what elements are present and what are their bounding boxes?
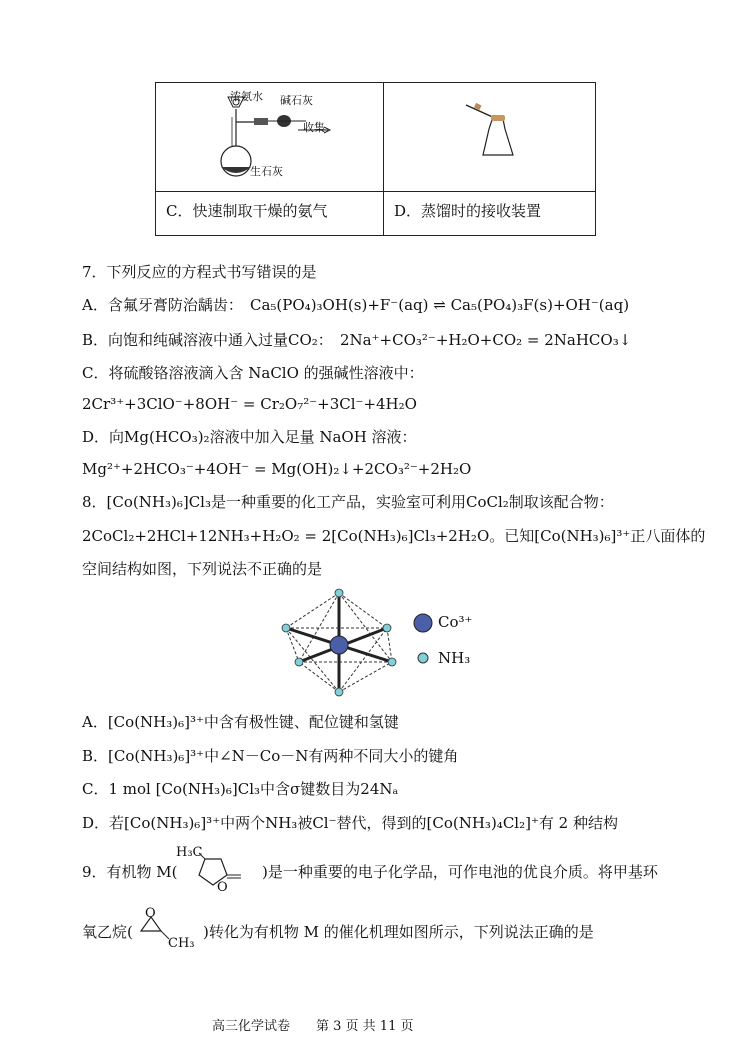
apparatus-table xyxy=(155,82,596,236)
q7-option-d-prefix: D．向Mg(HCO₃)₂溶液中加入足量 NaOH 溶液： xyxy=(82,428,417,446)
collect-label: 收集 xyxy=(303,121,325,134)
q8-option-d: D．若[Co(NH₃)₆]³⁺中两个NH₃被Cl⁻替代，得到的[Co(NH₃)₄Cl₂]⁺有 2 种结构 xyxy=(82,814,618,832)
q9-line2-suffix: )转化为有机物 M 的催化机理如图所示，下列说法正确的是 xyxy=(203,923,594,941)
soda-lime-label: 碱石灰 xyxy=(280,94,313,107)
q7-option-c-equation: 2Cr³⁺+3ClO⁻+8OH⁻ = Cr₂O₇²⁻+3Cl⁻+4H₂O xyxy=(82,395,417,413)
cell-d-label: D．蒸馏时的接收装置 xyxy=(394,202,542,220)
q8-stem-line3: 空间结构如图，下列说法不正确的是 xyxy=(82,560,323,578)
epoxide-methyl-label: CH₃ xyxy=(168,936,195,951)
q7-option-c-prefix: C．将硫酸铬溶液滴入含 NaClO 的强碱性溶液中： xyxy=(82,364,424,382)
ammonia-water-label: 浓氨水 xyxy=(230,90,263,103)
table-divider-vertical xyxy=(383,83,384,235)
molecule-m-oxygen-label: O xyxy=(217,880,228,895)
q8-stem-line2: 2CoCl₂+2HCl+12NH₃+H₂O₂ = 2[Co(NH₃)₆]Cl₃+2H₂O。已知[Co(NH₃)₆]³⁺正八面体的 xyxy=(82,527,706,545)
legend-co-icon xyxy=(412,612,434,634)
q7-stem: 7．下列反应的方程式书写错误的是 xyxy=(82,263,317,281)
q7-option-a-equation: Ca₅(PO₄)₃OH(s)+F⁻(aq) ⇌ Ca₅(PO₄)₃F(s)+OH⁻(aq) xyxy=(250,296,630,314)
q9-line1-prefix: 9．有机物 M( xyxy=(82,863,178,881)
epoxide-oxygen-label: O xyxy=(145,906,156,921)
q8-option-a: A．[Co(NH₃)₆]³⁺中含有极性键、配位键和氢键 xyxy=(82,713,399,731)
legend-co-label: Co³⁺ xyxy=(438,613,473,631)
receiving-flask-diagram xyxy=(461,97,531,167)
molecule-m-methyl-label: H₃C xyxy=(176,845,203,860)
q7-option-b-equation: 2Na⁺+CO₃²⁻+H₂O+CO₂ = 2NaHCO₃↓ xyxy=(340,331,632,349)
quicklime-label: 生石灰 xyxy=(250,165,283,178)
q9-line1-suffix: )是一种重要的电子化学品，可作电池的优良介质。将甲基环 xyxy=(262,863,658,881)
q7-option-b-prefix: B．向饱和纯碱溶液中通入过量CO₂： xyxy=(82,331,333,349)
q9-line2-prefix: 氧乙烷( xyxy=(82,923,133,941)
table-divider-horizontal xyxy=(156,191,595,192)
q8-stem-line1: 8．[Co(NH₃)₆]Cl₃是一种重要的化工产品，实验室可利用CoCl₂制取该配合物： xyxy=(82,493,614,511)
octahedron-structure-diagram xyxy=(272,585,412,700)
q7-option-a-prefix: A．含氟牙膏防治龋齿： xyxy=(82,296,243,314)
page-footer: 高三化学试卷 第 3 页 共 11 页 xyxy=(212,1019,414,1034)
legend-nh3-icon xyxy=(416,651,430,665)
legend-nh3-label: NH₃ xyxy=(438,649,471,667)
q8-option-c: C．1 mol [Co(NH₃)₆]Cl₃中含σ键数目为24Nₐ xyxy=(82,780,399,798)
q8-option-b: B．[Co(NH₃)₆]³⁺中∠N－Co－N有两种不同大小的键角 xyxy=(82,747,459,765)
q7-option-d-equation: Mg²⁺+2HCO₃⁻+4OH⁻ = Mg(OH)₂↓+2CO₃²⁻+2H₂O xyxy=(82,460,472,478)
cell-c-label: C．快速制取干燥的氨气 xyxy=(166,202,328,220)
